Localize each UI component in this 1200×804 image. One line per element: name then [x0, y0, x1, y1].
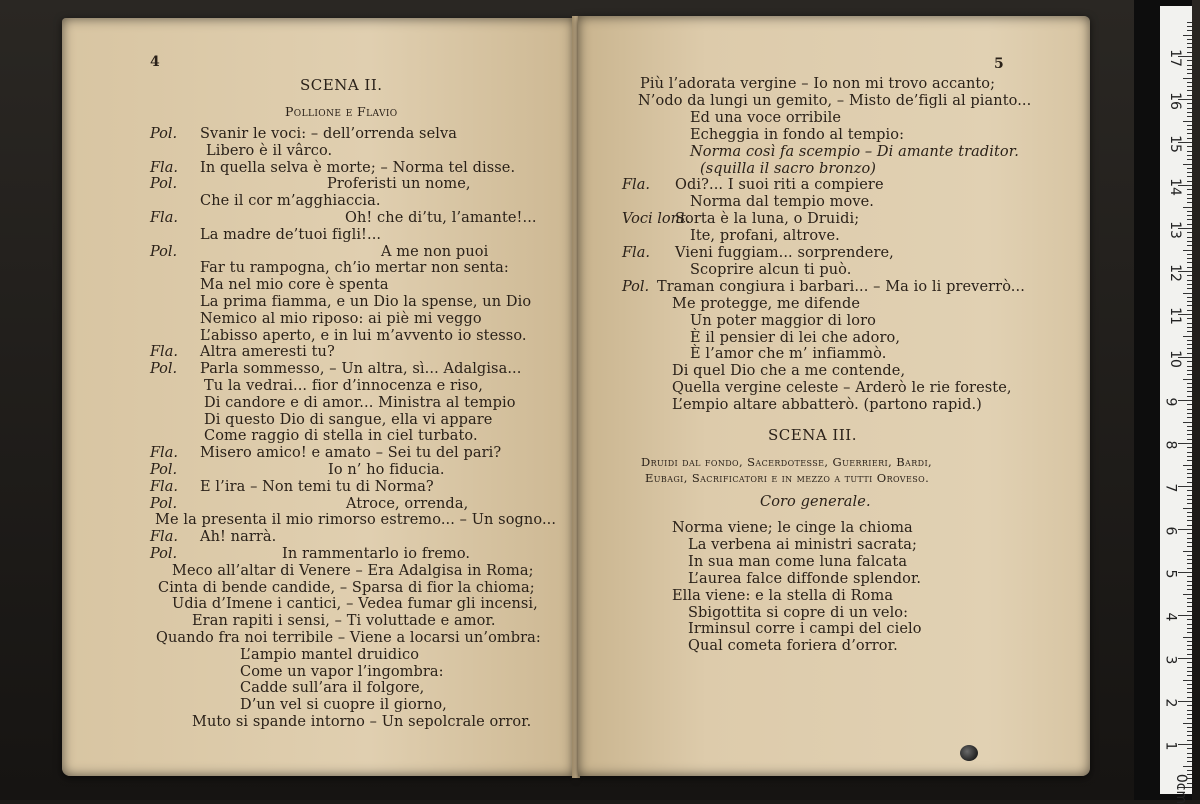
- speaker-label: Fla.: [150, 445, 178, 462]
- ruler-tick: [1187, 73, 1192, 74]
- ruler-tick: [1187, 542, 1192, 543]
- verse-line: Che il cor m’agghiaccia.: [200, 193, 381, 210]
- ruler-tick: [1183, 35, 1192, 36]
- ruler-tick: [1183, 637, 1192, 638]
- ruler-tick: [1178, 400, 1192, 401]
- left-scene-characters: Pollione e Flavio: [285, 104, 398, 119]
- verse-line: Misero amico! e amato – Sei tu del pari?: [200, 445, 502, 462]
- ruler-number: 1: [1162, 741, 1179, 751]
- ruler-tick: [1187, 684, 1192, 685]
- ruler-tick: [1187, 469, 1192, 470]
- chorus-line: Sbigottita si copre di un velo:: [688, 604, 909, 621]
- verse-line: Altra ameresti tu?: [200, 344, 335, 361]
- ruler-tick: [1187, 211, 1192, 212]
- verse-line: Di questo Dio di sangue, ella vi appare: [204, 411, 493, 428]
- ruler-number: 14: [1166, 178, 1183, 196]
- ruler-tick: [1187, 310, 1192, 311]
- speaker-label: Pol.: [150, 462, 178, 478]
- chorus-line: La verbena ai ministri sacrata;: [688, 536, 917, 553]
- ruler-tick: [1183, 422, 1192, 423]
- ruler-tick: [1187, 503, 1192, 504]
- ruler-tick: [1187, 82, 1192, 83]
- verse-line: La madre de’tuoi figli!...: [200, 226, 382, 243]
- ruler-number: 4: [1162, 612, 1179, 622]
- ruler-tick: [1187, 391, 1192, 392]
- ruler-tick: [1187, 237, 1192, 238]
- ruler-tick: [1183, 766, 1192, 767]
- ruler-tick: [1187, 133, 1192, 134]
- verse-line: Un poter maggior di loro: [690, 312, 876, 329]
- verse-line: In quella selva è morte; – Norma tel disse.: [200, 159, 516, 176]
- ruler-tick: [1187, 439, 1192, 440]
- verse-line: Traman congiura i barbari... – Ma io li preverrò...: [657, 278, 1025, 295]
- verse-line: La prima fiamma, e un Dio la spense, un Dio: [200, 294, 532, 310]
- ruler-tick: [1187, 305, 1192, 306]
- ruler-tick: [1187, 761, 1192, 762]
- verse-line: Svanir le voci: – dell’orrenda selva: [200, 126, 458, 142]
- ruler-tick: [1187, 662, 1192, 663]
- ruler-tick: [1187, 254, 1192, 255]
- verse-line: E l’ira – Non temi tu di Norma?: [200, 478, 434, 495]
- ruler-tick: [1187, 516, 1192, 517]
- verse-line: Parla sommesso, – Un altra, sì... Adalgisa...: [200, 361, 522, 378]
- right-scene-characters-line1: Druidi dal fondo, Sacerdotesse, Guerrieri, Bardi,: [641, 455, 933, 469]
- ruler-tick: [1187, 606, 1192, 607]
- ruler-tick: [1187, 740, 1192, 741]
- ruler-tick: [1187, 327, 1192, 328]
- verse-line: Oh! che di’tu, l’amante!...: [345, 210, 537, 226]
- ruler-number: 7: [1162, 483, 1179, 493]
- ruler-tick: [1187, 533, 1192, 534]
- verse-line: N’odo da lungi un gemito, – Misto de’figli al pianto...: [638, 92, 1032, 109]
- ruler-tick: [1183, 723, 1192, 724]
- ruler-tick: [1187, 52, 1192, 53]
- verse-line: Me protegge, me difende: [672, 295, 861, 312]
- ruler-tick: [1187, 151, 1192, 152]
- ruler-tick: [1187, 628, 1192, 629]
- ruler-tick: [1187, 649, 1192, 650]
- ruler-tick: [1187, 95, 1192, 96]
- verse-line: È il pensier di lei che adoro,: [690, 329, 901, 346]
- verse-line: Muto si spande intorno – Un sepolcrale orror.: [192, 714, 532, 730]
- ruler-tick: [1187, 426, 1192, 427]
- ruler-tick: [1187, 611, 1192, 612]
- ruler-tick: [1187, 26, 1192, 27]
- ruler-tick: [1178, 443, 1192, 444]
- ruler-tick: [1187, 460, 1192, 461]
- chorus-line: Qual cometa foriera d’orror.: [688, 638, 898, 655]
- page-hole: [960, 745, 978, 761]
- ruler-tick: [1178, 486, 1192, 487]
- speaker-label: Pol.: [150, 361, 178, 378]
- speaker-label: Pol.: [150, 126, 178, 142]
- ruler-tick: [1187, 318, 1192, 319]
- verse-line: Ah! narrà.: [200, 529, 277, 546]
- ruler-tick: [1187, 675, 1192, 676]
- ruler-tick: [1178, 572, 1192, 573]
- ruler-number: 5: [1162, 569, 1179, 579]
- verse-line: Me la presenta il mio rimorso estremo... – Un sogno...: [155, 512, 557, 529]
- ruler-tick: [1187, 215, 1192, 216]
- ruler-tick: [1187, 589, 1192, 590]
- ruler-tick: [1187, 323, 1192, 324]
- ruler-tick: [1187, 172, 1192, 173]
- ruler-tick: [1187, 301, 1192, 302]
- chorus-line: In sua man come luna falcata: [688, 553, 908, 570]
- ruler-tick: [1187, 232, 1192, 233]
- ruler-tick: [1187, 383, 1192, 384]
- verse-line: Vieni fuggiam... sorprendere,: [675, 245, 894, 261]
- ruler-tick: [1178, 615, 1192, 616]
- ruler-tick: [1183, 78, 1192, 79]
- ruler-tick: [1187, 770, 1192, 771]
- verse-line: L’ampio mantel druidico: [240, 646, 420, 663]
- left-scene-title: SCENA II.: [300, 76, 383, 94]
- ruler-tick: [1183, 293, 1192, 294]
- ruler-tick: [1187, 568, 1192, 569]
- verse-line: L’empio altare abbatterò. (partono rapid.): [672, 397, 982, 414]
- ruler-tick: [1187, 241, 1192, 242]
- ruler-tick: [1187, 387, 1192, 388]
- speaker-label: Pol.: [150, 546, 178, 562]
- ruler-tick: [1187, 624, 1192, 625]
- ruler-tick: [1187, 520, 1192, 521]
- ruler-tick: [1187, 645, 1192, 646]
- right-scene-characters-line2: Eubagi, Sacrificatori e in mezzo a tutti Oroveso.: [645, 471, 930, 485]
- verse-line: Norma così fa scempio – Di amante traditor.: [690, 143, 1019, 160]
- ruler-tick: [1187, 692, 1192, 693]
- ruler-tick: [1183, 508, 1192, 509]
- ruler-tick: [1187, 688, 1192, 689]
- verse-line: È l’amor che m’ infiammò.: [690, 346, 887, 363]
- ruler-tick: [1187, 396, 1192, 397]
- ruler-tick: [1187, 417, 1192, 418]
- ruler-tick: [1187, 39, 1192, 40]
- ruler-tick: [1187, 641, 1192, 642]
- ruler-tick: [1187, 456, 1192, 457]
- verse-line: Echeggia in fondo al tempio:: [690, 126, 905, 143]
- ruler-tick: [1187, 280, 1192, 281]
- ruler-tick: [1187, 710, 1192, 711]
- verse-line: (squilla il sacro bronzo): [700, 160, 877, 177]
- library-stamp-watermark: [795, 430, 800, 446]
- ruler-tick: [1183, 164, 1192, 165]
- speaker-label: Fla.: [150, 478, 178, 495]
- ruler-number: 9: [1162, 397, 1179, 407]
- ruler-number: 13: [1166, 221, 1183, 239]
- ruler-tick: [1187, 331, 1192, 332]
- ruler-tick: [1187, 581, 1192, 582]
- ruler-tick: [1187, 512, 1192, 513]
- verse-line: Meco all’altar di Venere – Era Adalgisa in Roma;: [172, 562, 534, 579]
- ruler-tick: [1187, 576, 1192, 577]
- ruler-tick: [1187, 344, 1192, 345]
- ruler-tick: [1187, 353, 1192, 354]
- chorus-line: Irminsul corre i campi del cielo: [688, 621, 922, 638]
- verse-line: A me non puoi: [381, 243, 489, 260]
- ruler-tick: [1187, 86, 1192, 87]
- chorus-heading: Coro generale.: [760, 494, 871, 510]
- speaker-label: Fla.: [622, 177, 650, 194]
- ruler-tick: [1187, 430, 1192, 431]
- ruler-number: 15: [1166, 135, 1183, 153]
- ruler-tick: [1187, 258, 1192, 259]
- ruler-tick: [1187, 374, 1192, 375]
- ruler-tick: [1187, 654, 1192, 655]
- ruler-tick: [1187, 434, 1192, 435]
- ruler-number: 17: [1166, 49, 1183, 67]
- ruler-tick: [1187, 538, 1192, 539]
- ruler-tick: [1187, 103, 1192, 104]
- right-page-number: 5: [994, 56, 1004, 72]
- ruler-tick: [1183, 594, 1192, 595]
- ruler-tick: [1187, 181, 1192, 182]
- ruler-tick: [1187, 284, 1192, 285]
- ruler-tick: [1187, 168, 1192, 169]
- ruler-tick: [1187, 194, 1192, 195]
- ruler-tick: [1187, 731, 1192, 732]
- ruler-tick: [1187, 563, 1192, 564]
- verse-line: Cadde sull’ara il folgore,: [240, 680, 425, 697]
- ruler-tick: [1178, 744, 1192, 745]
- ruler-number: 2: [1162, 698, 1179, 708]
- ruler-tick: [1187, 366, 1192, 367]
- ruler-tick: [1183, 207, 1192, 208]
- ruler-tick: [1187, 198, 1192, 199]
- ruler-tick: [1187, 585, 1192, 586]
- speaker-label: Pol.: [150, 243, 178, 260]
- verse-line: In rammentarlo io fremo.: [282, 546, 471, 562]
- verse-line: Scoprire alcun ti può.: [690, 261, 852, 278]
- ruler-tick: [1187, 60, 1192, 61]
- ruler-tick: [1187, 404, 1192, 405]
- speaker-label: Fla.: [622, 245, 650, 261]
- ruler-tick: [1187, 735, 1192, 736]
- ruler-number: 8: [1162, 440, 1179, 450]
- ruler-tick: [1187, 288, 1192, 289]
- right-scene-title: SCENA III.: [768, 426, 857, 444]
- verse-line: Quando fra noi terribile – Viene a locarsi un’ombra:: [156, 630, 541, 646]
- verse-line: Atroce, orrenda,: [346, 495, 469, 512]
- ruler-tick: [1187, 495, 1192, 496]
- ruler-number: 0cm: [1173, 773, 1190, 804]
- verse-line: Tu la vedrai... fior d’innocenza e riso,: [204, 378, 483, 394]
- ruler-tick: [1183, 551, 1192, 552]
- ruler-tick: [1187, 714, 1192, 715]
- verse-line: Più l’adorata vergine – Io non mi trovo accanto;: [640, 76, 996, 92]
- verse-line: Odi?... I suoi riti a compiere: [675, 177, 884, 194]
- verse-line: Ite, profani, altrove.: [690, 228, 840, 245]
- verse-line: Come raggio di stella in ciel turbato.: [204, 428, 478, 445]
- speaker-label: Pol.: [622, 278, 650, 295]
- ruler-tick: [1187, 116, 1192, 117]
- ruler-tick: [1178, 658, 1192, 659]
- ruler-tick: [1187, 748, 1192, 749]
- verse-line: Nemico al mio riposo: ai piè mi veggo: [200, 310, 482, 327]
- verse-line: L’abisso aperto, e in lui m’avvento io stesso.: [200, 327, 527, 344]
- ruler-tick: [1187, 361, 1192, 362]
- ruler-tick: [1187, 409, 1192, 410]
- ruler-tick: [1187, 718, 1192, 719]
- verse-line: Quella vergine celeste – Arderò le rie foreste,: [672, 380, 1012, 397]
- verse-line: Ed una voce orribile: [690, 109, 842, 126]
- speaker-label: Voci lont.: [622, 211, 691, 228]
- ruler-number: 16: [1166, 92, 1183, 110]
- ruler-tick: [1183, 121, 1192, 122]
- speaker-label: Fla.: [150, 210, 178, 226]
- ruler-tick: [1178, 529, 1192, 530]
- ruler-tick: [1178, 701, 1192, 702]
- ruler-tick: [1187, 482, 1192, 483]
- verse-line: Norma dal tempio move.: [690, 194, 875, 211]
- verse-line: D’un vel si cuopre il giorno,: [240, 697, 447, 714]
- ruler-tick: [1187, 224, 1192, 225]
- speaker-label: Fla.: [150, 344, 178, 361]
- speaker-label: Pol.: [150, 495, 178, 512]
- ruler-tick: [1187, 619, 1192, 620]
- verse-line: Eran rapiti i sensi, – Ti voluttade e amor.: [192, 613, 496, 630]
- left-page-number: 4: [150, 54, 160, 70]
- ruler-tick: [1187, 65, 1192, 66]
- ruler-tick: [1183, 465, 1192, 466]
- ruler-tick: [1187, 159, 1192, 160]
- ruler-tick: [1187, 340, 1192, 341]
- ruler-tick: [1183, 336, 1192, 337]
- ruler-tick: [1187, 90, 1192, 91]
- verse-line: Come un vapor l’ingombra:: [240, 663, 444, 680]
- ruler-tick: [1187, 125, 1192, 126]
- ruler-tick: [1183, 379, 1192, 380]
- speaker-label: Fla.: [150, 529, 178, 546]
- ruler-tick: [1187, 219, 1192, 220]
- ruler-tick: [1187, 112, 1192, 113]
- ruler-tick: [1187, 146, 1192, 147]
- verse-line: Udia d’Imene i cantici, – Vedea fumar gli incensi,: [172, 596, 538, 613]
- ruler-tick: [1187, 632, 1192, 633]
- ruler-tick: [1187, 69, 1192, 70]
- ruler-tick: [1187, 275, 1192, 276]
- ruler-tick: [1187, 108, 1192, 109]
- ruler-number: 3: [1162, 655, 1179, 665]
- ruler-tick: [1187, 473, 1192, 474]
- ruler-tick: [1187, 176, 1192, 177]
- ruler-tick: [1187, 757, 1192, 758]
- ruler-tick: [1187, 30, 1192, 31]
- speaker-label: Fla.: [150, 159, 178, 176]
- ruler-tick: [1187, 490, 1192, 491]
- verse-line: Cinta di bende candide, – Sparsa di fior la chioma;: [158, 579, 535, 596]
- ruler-number: 10: [1166, 350, 1183, 368]
- chorus-line: L’aurea falce diffonde splendor.: [688, 570, 922, 587]
- ruler-tick: [1187, 477, 1192, 478]
- verse-line: Di quel Dio che a me contende,: [672, 363, 906, 380]
- ruler-tick: [1187, 138, 1192, 139]
- ruler-tick: [1187, 697, 1192, 698]
- chorus-line: Norma viene; le cinge la chioma: [672, 520, 913, 536]
- ruler-tick: [1183, 680, 1192, 681]
- verse-line: Proferisti un nome,: [327, 176, 471, 193]
- ruler-tick: [1187, 370, 1192, 371]
- ruler-tick: [1187, 43, 1192, 44]
- ruler-tick: [1187, 499, 1192, 500]
- ruler-tick: [1187, 753, 1192, 754]
- ruler-tick: [1187, 447, 1192, 448]
- ruler-tick: [1187, 47, 1192, 48]
- ruler-tick: [1187, 267, 1192, 268]
- ruler-tick: [1187, 559, 1192, 560]
- ruler-tick: [1187, 413, 1192, 414]
- verse-line: Libero è il vârco.: [206, 142, 333, 159]
- ruler-tick: [1187, 555, 1192, 556]
- speaker-label: Pol.: [150, 176, 178, 193]
- ruler-tick: [1187, 202, 1192, 203]
- verse-line: Far tu rampogna, ch’io mertar non senta:: [200, 260, 509, 277]
- ruler-tick: [1187, 667, 1192, 668]
- ruler-tick: [1187, 155, 1192, 156]
- ruler-tick: [1187, 705, 1192, 706]
- ruler-tick: [1187, 348, 1192, 349]
- ruler-tick: [1187, 245, 1192, 246]
- ruler-tick: [1187, 189, 1192, 190]
- ruler-tick: [1187, 546, 1192, 547]
- verse-line: Io n’ ho fiducia.: [328, 462, 445, 478]
- ruler-tick: [1183, 250, 1192, 251]
- verse-line: Ma nel mio core è spenta: [200, 277, 389, 294]
- ruler-tick: [1187, 525, 1192, 526]
- ruler-tick: [1187, 452, 1192, 453]
- ruler-tick: [1187, 602, 1192, 603]
- ruler-tick: [1187, 727, 1192, 728]
- ruler-tick: [1187, 671, 1192, 672]
- chorus-line: Ella viene: e la stella di Roma: [672, 587, 894, 604]
- ruler-number: 6: [1162, 526, 1179, 536]
- ruler-number: 12: [1166, 264, 1183, 282]
- ruler-tick: [1187, 129, 1192, 130]
- verse-line: Di candore e di amor... Ministra al tempio: [204, 394, 516, 411]
- ruler-tick: [1187, 598, 1192, 599]
- ruler-tick: [1187, 297, 1192, 298]
- ruler-number: 11: [1166, 307, 1183, 325]
- verse-line: Sorta è la luna, o Druidi;: [675, 211, 860, 228]
- ruler-tick: [1187, 262, 1192, 263]
- ruler-tick: [1187, 22, 1192, 23]
